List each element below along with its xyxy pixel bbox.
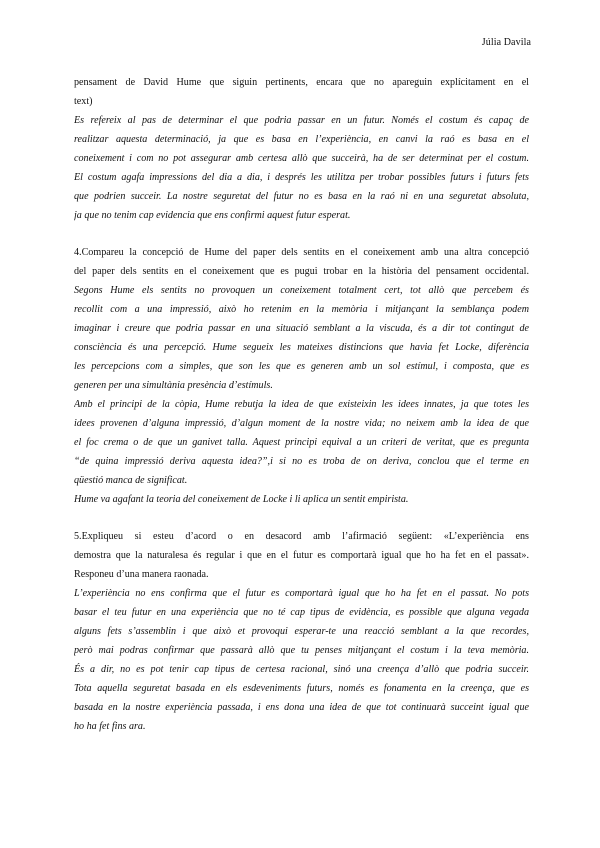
text-line: 4.Compareu la concepció de Hume del paper dels sentits en el coneixement amb una altra concepció [74,247,529,258]
text-line: És a dir, no es pot tenir cap tipus de certesa racional, sinó una creença d’allò que podria succeir. [74,664,529,675]
text-line: Amb el principi de la còpia, Hume rebutja la idea de que existeixin les idees innates, ja que totes les [74,399,529,410]
text-line: demostra que la naturalesa és regular i que en el futur es comportarà igual que ho ha fet en el passat». [74,550,529,561]
text-line: ho ha fet fins ara. [74,721,146,732]
text-line: El costum agafa impressions del dia a dia, i després les utilitza per trobar possibles futurs i futurs fets [74,172,529,183]
text-line: L’experiència no ens confirma que el futur es comportarà igual que ho ha fet en el passat. No pots [74,588,529,599]
text-line: Segons Hume els sentits no provoquen un coneixement totalment cert, tot allò que percebem és [74,285,529,296]
text-line: basada en la nostre experiència passada, i ens dona una idea de que tot continuarà succeint igual que [74,702,529,713]
text-line: Tota aquella seguretat basada en els esdeveniments futurs, només es fonamenta en la creença, que es [74,683,529,694]
page-header-author: Júlia Davila [481,37,531,48]
text-line: imaginar i creure que podria passar en una situació semblant a la viscuda, és a dir tot contingut de [74,323,529,334]
text-line: “de quina impressió deriva aquesta idea?”,i si no es troba de on deriva, conclou que el terme en [74,456,529,467]
paragraph-gap [74,225,529,243]
text-line: recollit com a una impressió, això ho retenim en la memòria i mitjançant la semblança podem [74,304,529,315]
text-line: el foc crema o de que un ganivet talla. Aquest principi equival a un criteri de veritat, que es pregunta [74,437,529,448]
paragraph-gap [74,509,529,527]
text-line: les percepcions com a simples, que son les que es generen amb un sol estímul, i composta, que es [74,361,529,372]
text-line: consciència és una percepció. Hume segueix les mateixes distincions que havia fet Locke, diferència [74,342,529,353]
text-line: que podrien succeir. La nostre seguretat del futur no es basa en la raó ni en una seguretat absoluta, [74,191,529,202]
text-line: però mai podras confirmar que passarà allò que tu penses mitjançant el costum i la teva memòria. [74,645,529,656]
text-line: del paper dels sentits en el coneixement que es pugui trobar en la història del pensament occidental. [74,266,529,277]
text-line: idees provenen d’alguna impressió, d’algun moment de la nostre vida; no neixem amb la idea de que [74,418,529,429]
text-line: coneixement i com no pot assegurar amb certesa allò que succeirà, ha de ser determinat per el costum. [74,153,529,164]
text-line: Hume va agafant la teoria del coneixement de Locke i li aplica un sentit empirista. [74,494,409,505]
document-body [74,73,529,736]
text-line: generen per una simultània presència d’estímuls. [74,380,273,391]
text-line: basar el teu futur en una experiència que no té cap tipus de evidència, es possible que alguna vegada [74,607,529,618]
text-line: alguns fets s’assemblin i que això et provoqui esperar-te una reacció semblant a la que recordes, [74,626,529,637]
text-line: Es refereix al pas de determinar el que podria passar en un futur. Només el costum és capaç de [74,115,529,126]
text-line: 5.Expliqueu si esteu d’acord o en desacord amb l’afirmació següent: «L’experiència ens [74,531,529,542]
text-line: Responeu d’una manera raonada. [74,569,209,580]
text-line: pensament de David Hume que siguin pertinents, encara que no apareguin explícitament en el [74,77,529,88]
text-line: ja que no tenim cap evidencia que ens confirmi aquest futur esperat. [74,210,351,221]
text-line: text) [74,96,93,107]
text-line: realitzar aquesta determinació, ja que es basa en l’experiència, en canvi la raó es basa en el [74,134,529,145]
text-line: qüestió manca de significat. [74,475,188,486]
